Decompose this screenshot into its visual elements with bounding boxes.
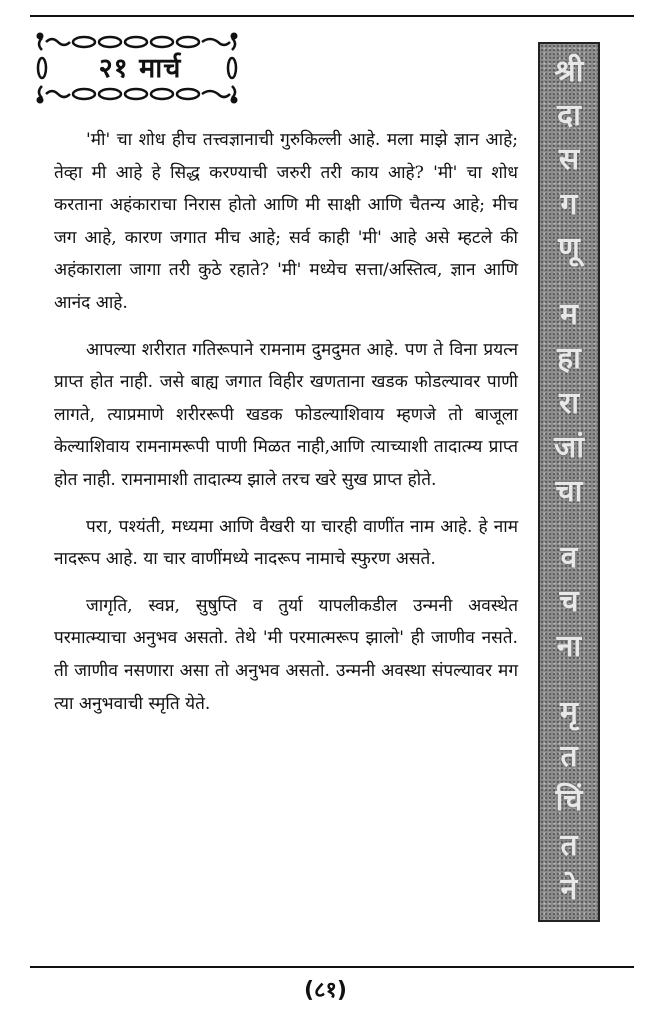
top-rule (30, 15, 634, 17)
bottom-rule (30, 966, 634, 968)
side-title-char: च (559, 584, 579, 620)
book-title-strip (538, 42, 600, 922)
date-header (30, 30, 244, 106)
side-title-char: हा (557, 341, 581, 377)
side-title-char: व (560, 540, 578, 576)
side-title-char: श्री (554, 54, 584, 89)
page-number: (८१) (304, 978, 347, 1003)
side-title-char: त (560, 739, 578, 775)
date-title: २१ मार्च (98, 52, 182, 84)
side-title-char: चा (555, 473, 583, 509)
paragraph-1: 'मी' चा शोध हीच तत्त्वज्ञानाची गुरुकिल्ली आहे. मला माझे ज्ञान आहे; तेव्हा मी आहे हे सिद्ध करण्याची जरुरी तरी काय आहे? 'मी' चा शोध करताना अहंकाराचा निरास होतो आणि मी साक्षी आणि चैतन्य आहे; मीच जग आहे, कारण जगात मीच आहे; सर्व काही 'मी' आहे असे म्हटले की अहंकाराला जागा तरी कुठे रहाते? 'मी' मध्येच सत्ता/अस्तित्व, ज्ञान आणि आनंद आहे. (54, 130, 518, 313)
paragraph-3: परा, पश्यंती, मध्यमा आणि वैखरी या चारही वाणींत नाम आहे. हे नाम नादरूप आहे. या चार वाणींमध्ये नादरूप नामाचे स्फुरण असते. (54, 516, 518, 570)
side-title-char: स (558, 142, 580, 178)
article-body (54, 124, 518, 734)
side-title-char: दा (557, 98, 581, 134)
side-title-char: ग (560, 186, 578, 222)
paragraph-2: आपल्या शरीरात गतिरूपाने रामनाम दुमदुमत आहे. पण ते विना प्रयत्न प्राप्त होत नाही. जसे बाह्य जगात विहीर खणताना खडक फोडल्यावर पाणी लागते, त्याप्रमाणे शरीररूपी खडक फोडल्याशिवाय म्हणजे तो बाजूला केल्याशिवाय रामनामरूपी पाणी मिळत नाही,आणि त्याच्याशी तादात्म्य प्राप्त होत नाही. रामनामाशी तादात्म्य झाले तरच खरे सुख प्राप्त होते. (54, 339, 518, 490)
side-title-char: चिं (555, 783, 583, 819)
side-title-char: रा (558, 385, 580, 421)
side-title-char: ना (556, 628, 582, 664)
side-title-char: म (560, 297, 578, 333)
side-title-char: मृ (560, 695, 578, 730)
side-title-char: जां (553, 429, 585, 465)
side-title-char: णू (558, 230, 580, 266)
side-title-char: ने (560, 871, 578, 907)
side-title-char: त (560, 827, 578, 863)
paragraph-4: जागृति, स्वप्न, सुषुप्ति व तुर्या यापलीकडील उन्मनी अवस्थेत परमात्म्याचा अनुभव असतो. तेथे 'मी परमात्मरूप झालो' ही जाणीव नसते. ती जाणीव नसणारा असा तो अनुभव असतो. उन्मनी अवस्था संपल्यावर मग त्या अनुभवाची स्मृति येते. (54, 595, 518, 714)
